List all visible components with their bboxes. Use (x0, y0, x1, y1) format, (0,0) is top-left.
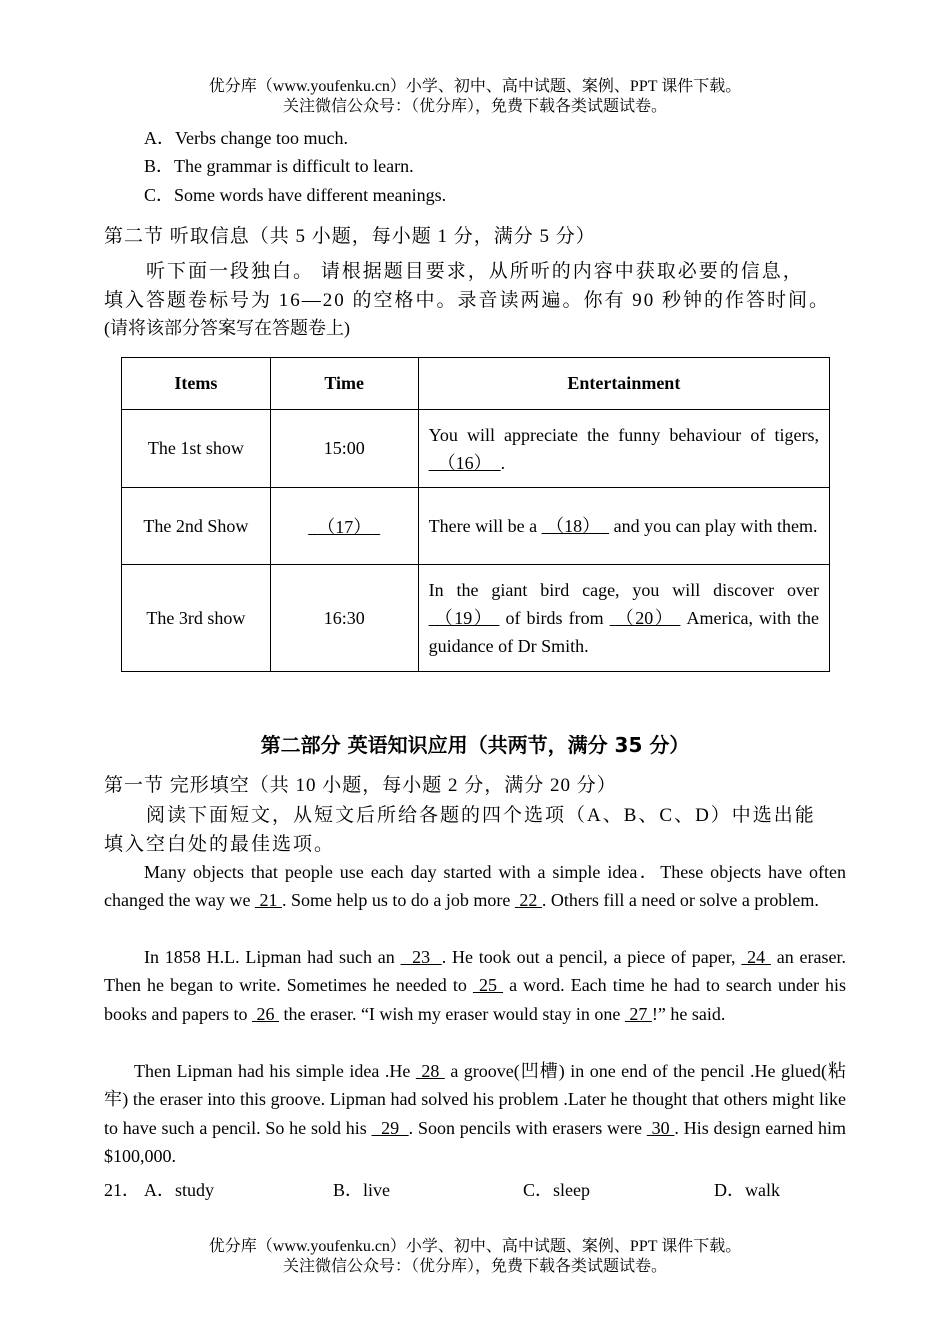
listening-instruction-2: 填入答题卷标号为 16—20 的空格中。录音读两遍。你有 90 秒钟的作答时间。 (104, 290, 831, 311)
prev-option-b: B．The grammar is difficult to learn. (144, 156, 414, 176)
header-line-1: 优分库（www.youfenku.cn）小学、初中、高中试题、案例、PPT 课件下载。 (208, 78, 742, 95)
item-cell: The 1st show (122, 410, 271, 488)
footer-line-2: 关注微信公众号：（优分库），免费下载各类试题试卷。 (282, 1258, 667, 1275)
table-row (122, 565, 830, 672)
passage-paragraph-1: Many objects that people use each day started with a simple idea．These objects have often changed the way we 21 . Some help us to do a job more 22 . Others fill a need or solve a problem. (104, 862, 846, 911)
section-heading-listening: 第二节 听取信息（共 5 小题，每小题 1 分，满分 5 分） (104, 226, 596, 247)
blank-17[interactable]: （17） (317, 517, 372, 537)
table-header-row (122, 358, 830, 410)
cloze-instruction-2: 填入空白处的最佳选项。 (104, 834, 336, 855)
q21-option-a[interactable]: A．study (144, 1180, 215, 1200)
time-cell: 15:00 (270, 410, 418, 488)
entertainment-cell: You will appreciate the funny behaviour of tigers, （16） . (418, 410, 829, 488)
header-line-2: 关注微信公众号：（优分库），免费下载各类试题试卷。 (282, 98, 667, 115)
cloze-instruction-1: 阅读下面短文，从短文后所给各题的四个选项（A、B、C、D）中选出能 (104, 805, 816, 826)
footer-line-1: 优分库（www.youfenku.cn）小学、初中、高中试题、案例、PPT 课件下载。 (208, 1238, 742, 1255)
section-heading-cloze: 第一节 完形填空（共 10 小题，每小题 2 分，满分 20 分） (104, 775, 617, 796)
blank-30[interactable]: 30 (646, 1117, 675, 1138)
prev-option-c: C．Some words have different meanings. (144, 185, 447, 205)
blank-28[interactable]: 28 (415, 1061, 445, 1081)
blank-27[interactable]: 27 (624, 1003, 652, 1024)
blank-16[interactable]: （16） (437, 452, 492, 473)
blank-25[interactable]: 25 (472, 975, 504, 996)
entertainment-cell: There will be a （18） and you can play with them. (418, 488, 829, 565)
q21-option-c[interactable]: C．sleep (523, 1180, 590, 1200)
blank-23[interactable]: 23 (400, 947, 442, 967)
q21-option-b[interactable]: B．live (333, 1180, 390, 1200)
item-cell: The 3rd show (122, 565, 271, 672)
prev-option-a: A．Verbs change too much. (144, 128, 348, 148)
header-items: Items (122, 358, 271, 410)
blank-18[interactable]: （18） (546, 516, 601, 536)
passage-paragraph-2: In 1858 H.L. Lipman had such an 23 . He took out a pencil, a piece of paper, 24 an eraser. Then he began to write. Sometimes he needed to 25 a word. Each time he had to search under his books and papers to 26 the eraser. “I wish my eraser would stay in one 27 !” he said. (104, 947, 847, 1024)
blank-19[interactable]: （19） (434, 608, 494, 628)
blank-29[interactable]: 29 (371, 1117, 409, 1138)
blank-24[interactable]: 24 (741, 947, 771, 967)
blank-26[interactable]: 26 (251, 1003, 279, 1024)
listening-instruction-3: (请将该部分答案写在答题卷上) (104, 318, 350, 338)
time-cell (270, 488, 418, 565)
item-cell: The 2nd Show (122, 488, 271, 565)
time-cell: 16:30 (270, 565, 418, 672)
entertainment-cell: In the giant bird cage, you will discover over （19） of birds from （20） America, with the guidance of Dr Smith. (418, 565, 829, 672)
blank-22[interactable]: 22 (514, 890, 542, 911)
info-table (121, 357, 830, 672)
part-title: 第二部分 英语知识应用（共两节，满分 35 分） (260, 733, 690, 757)
question-21-number: 21． (104, 1180, 140, 1200)
table-row (122, 410, 830, 488)
blank-21[interactable]: 21 (254, 890, 282, 911)
header-time: Time (270, 358, 418, 410)
table-row (122, 488, 830, 565)
header-entertainment: Entertainment (418, 358, 829, 410)
blank-20[interactable]: （20） (615, 608, 675, 628)
listening-instruction-1: 听下面一段独白。 请根据题目要求，从所听的内容中获取必要的信息， (104, 261, 804, 282)
q21-option-d[interactable]: D．walk (714, 1180, 780, 1200)
passage-paragraph-3: Then Lipman had his simple idea .He 28 a groove(凹槽) in one end of the pencil .He glued(粘牢) the eraser into this groove. Lipman had solved his problem .Later he thought that others might like to have such a pencil. So he sold his 29 . Soon pencils with erasers were 30 . His design earned him $100,000. (104, 1061, 847, 1166)
